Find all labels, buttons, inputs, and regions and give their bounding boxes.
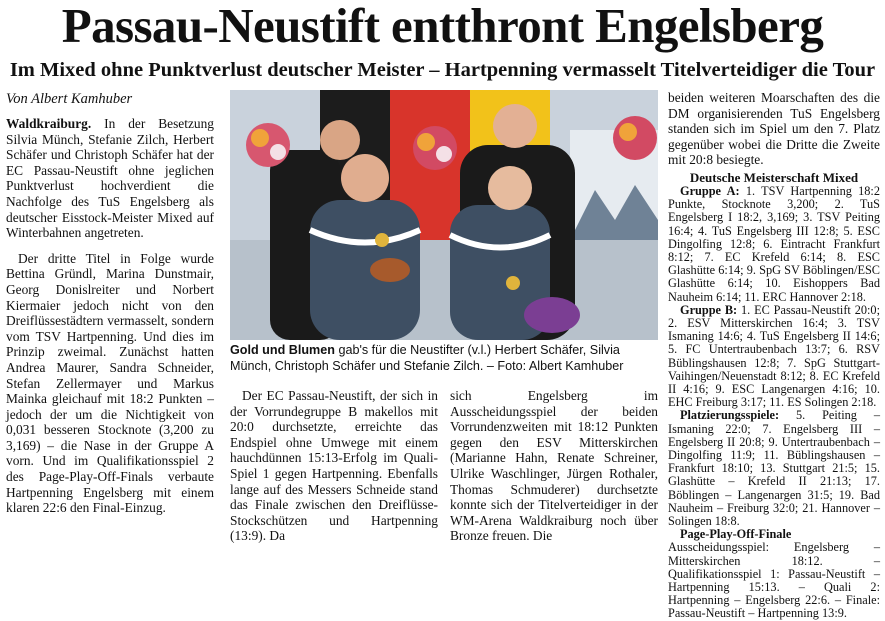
group-a-text: 1. TSV Hartpenning 18:2 Punkte, Stocknote 3,200; 2. TuS Engelsberg I 18:2, 3,169; 3. TSV Peiting 16:4; 4. TuS Engelsberg III 12:8; 5. ESC Dingolfing 12:8; 6. Eintracht Frankfurt 8:12; 7. EC Krefeld 6:14; 8. ESC Glashütte 6:14; 9. SpG SV Böblingen/ESC Glashütte 6:14; 10. Eishoppers Bad Nauheim 6:14; 11. ERC Hannover 2:18.	[668, 183, 880, 304]
group-b-text: 1. EC Passau-Neustift 20:0; 2. ESV Mitterskirchen 16:4; 3. TSV Ismaning 14:6; 4. TuS Engelsberg II 14:6; 5. FC Untertraubenbach 13:7; 6. RSV Büblingshausen 12:8; 7. SpG Stuttgart-Vaihingen/Neuenstadt 8:12; 8. EC Krefeld II 4:16; 9. ESC Langenargen 4:16; 10. EHC Freiburg 3:17; 11. ES Solingen 2:18.	[668, 302, 880, 410]
person-1-head	[320, 120, 360, 160]
team-photo-illustration	[230, 90, 658, 340]
person-2-head	[341, 154, 389, 202]
trophy-plate-purple	[524, 297, 580, 333]
placement-label: Platzierungsspiele:	[680, 408, 780, 423]
article-column-1	[6, 116, 214, 516]
article-column-4	[668, 90, 880, 621]
medal-2	[375, 233, 389, 247]
column-2-text: Der EC Passau-Neustift, der sich in der Vorrundegruppe B makellos mit 20:0 durchsetzte, erreichte das Endspiel ohne Umwege mit einem hauchdünnen 15:13-Erfolg im Quali-Spiel 1 gegen Hartpenning. Ebenfalls lange auf des Messers Schneide stand das Finale zwischen den Dreiflüsse-Stockschützen und Hartpenning (13:9). Da	[230, 388, 438, 544]
headline: Passau-Neustift entthront Engelsberg	[61, 0, 824, 53]
results-group-b	[668, 304, 880, 410]
results-title: Deutsche Meisterschaft Mixed	[689, 169, 859, 185]
group-b-label: Gruppe B:	[680, 302, 738, 317]
team-photo	[230, 90, 658, 340]
person-3-head	[493, 104, 537, 148]
medal-4	[506, 276, 520, 290]
placement-text: 5. Peiting – Ismaning 22:0; 7. Engelsberg III – Engelsberg II 20:8; 9. Untertraubenbach – Dingolfing 11:9; 11. Büblingshausen – Frankfurt 18:10; 13. Stuttgart 21:5; 15. Glashütte – Krefeld II 21:13; 17. Böblingen – Langenargen 31:5; 19. Bad Nauheim – Freiburg 32:0; 21. Hannover – Solingen 18:8.	[668, 408, 880, 529]
playoff-label: Page-Play-Off-Finale	[680, 527, 792, 542]
column-3-text: sich Engelsberg im Ausscheidungsspiel der beiden Vorrundenzweiten mit 18:12 Punkten gegen den ESV Mitterskirchen (Marianne Hahn, Renate Schreiner, Ulrike Waschlinger, Jürgen Rothaler, Thomas Schmuderer) durchsetzte konnte sich der Titelverteidiger in der WM-Arena Waldkraiburg noch über Bronze freuen. Die	[450, 388, 658, 544]
results-group-a	[668, 185, 880, 304]
caption-lead: Gold und Blumen	[230, 343, 335, 357]
results-placement	[668, 409, 880, 528]
person-4-head	[488, 166, 532, 210]
subheadline: Im Mixed ohne Punktverlust deutscher Meister – Hartpenning vermasselt Titelverteidiger die Tour	[9, 59, 876, 81]
photo-caption	[230, 343, 658, 375]
paragraph-2: Der dritte Titel in Folge wurde Bettina Gründl, Marina Dunstmair, Georg Donislreiter und Norbert Kiermaier jedoch nicht von den Dreiflüssestädtern vermasselt, sondern vom TSV Hartpenning. Und dies im Prinzip zweimal. Zunächst hatten Andrea Maurer, Sandra Schneider, Stefan Zellermayer und Markus Mainka gleichauf mit 18:2 Punkten – jedoch der um die Nichtigkeit von 0,031 besseren Stocknote (3,200 zu 3,169) – die Nase in der Gruppe A vorn. Und im Qualifikationsspiel 2 des Page-Play-Off-Finals verbaute Hartpenning Engelsberg mit einem klaren 22:6 den Final-Einzug.	[6, 250, 214, 516]
paragraph-1	[6, 116, 214, 241]
group-a-label: Gruppe A:	[680, 183, 740, 198]
byline: Von Albert Kamhuber	[6, 91, 133, 107]
dateline: Waldkraiburg.	[6, 116, 92, 131]
bouquet-right	[613, 116, 657, 160]
paragraph-1-text: In der Besetzung Silvia Münch, Stefanie Zilch, Herbert Schäfer und Christoph Schäfer hat der EC Passau-Neustift ohne jeglichen Punktverlust hochverdient die Nachfolge des TuS Engelsberg als deutscher Eisstock-Meister Mixed auf Winterbahnen angetreten.	[6, 116, 214, 241]
results-playoff	[668, 528, 880, 620]
column-4-lead: beiden weiteren Moarschaften des die DM organisierenden TuS Engelsberg standen sich im Spiel um den 7. Platz gegenüber wobei die Dritte die Zweite mit 20:8 besiegte.	[668, 90, 880, 168]
trophy-plate	[370, 258, 410, 282]
bouquet-left	[246, 123, 290, 167]
caption-text: gab's für die Neustifter (v.l.) Herbert Schäfer, Silvia Münch, Christoph Schäfer und Stefanie Zilch. – Foto: Albert Kamhuber	[230, 343, 624, 373]
article-column-3	[450, 388, 658, 544]
playoff-text: Ausscheidungsspiel: Engelsberg – Mitterskirchen 18:12. – Qualifikationsspiel 1: Passau-Neustift – Hartpenning 15:13. – Quali 2: Hartpenning – Engelsberg 22:6. – Finale: Passau-Neustift – Hartpenning 13:9.	[668, 540, 880, 621]
article-column-2	[230, 388, 438, 544]
